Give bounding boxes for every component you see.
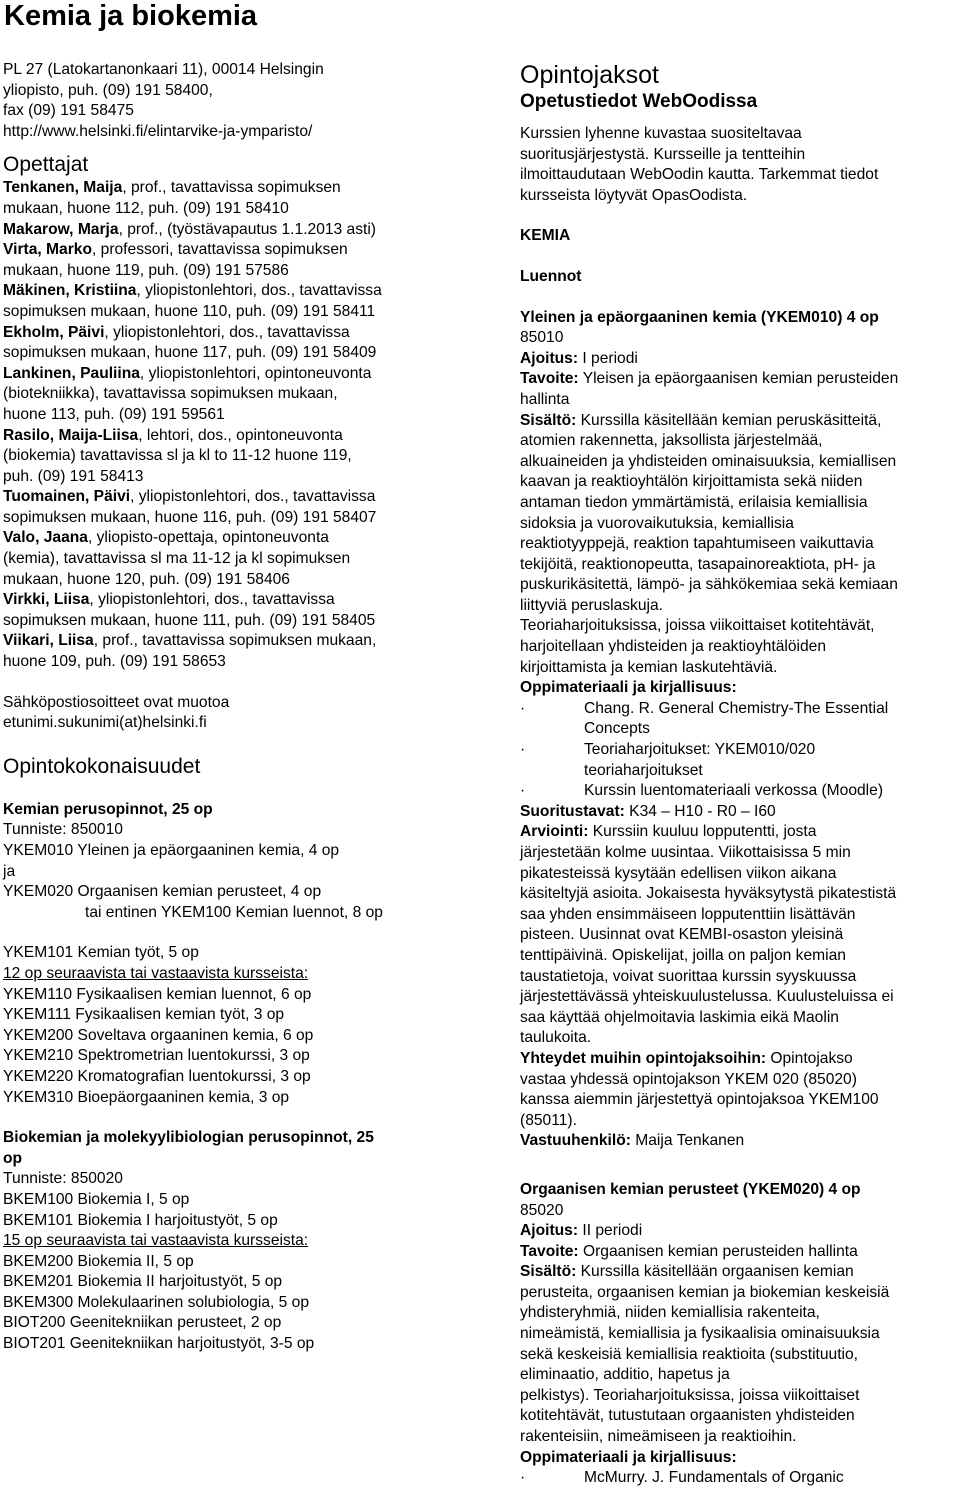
course-line: YKEM210 Spektrometrian luentokurssi, 3 op [3,1047,310,1065]
teacher-line: sopimuksen mukaan, huone 116, puh. (09) 191 58407 [3,508,377,526]
material-item [520,699,960,720]
material-list [520,1468,960,1489]
course-line: YKEM111 Fysikaalisen kemian työt, 3 op [3,1006,285,1024]
tavoite-value: Yleisen ja epäorgaanisen kemian perusteiden [578,370,899,388]
sisalto-lines [520,1283,960,1448]
teacher-line [3,528,503,549]
teachers-list [3,178,503,672]
yhteydet-lines [520,1070,960,1132]
yhteydet-value: Opintojakso [766,1049,853,1067]
course-line: YKEM220 Kromatografian luentokurssi, 3 op [3,1067,311,1085]
intro-line: kursseista löytyvät OpasOodista. [520,186,748,204]
sisalto-line: kotitehtävät, tutustutaan orgaanisten yhdisteiden [520,1407,855,1425]
teacher-line: mukaan, huone 120, puh. (09) 191 58406 [3,570,290,588]
choose-note: 12 op seuraavista tai vastaavista kursseista: [3,964,309,982]
teacher-line [3,323,503,344]
sisalto-line: puskurikäsitettä, lämpö- ja sähkökemiaa sekä kemiaan [520,576,898,594]
sisalto-line: alkuaineiden ja yhdisteiden ominaisuuksia, kemiallisen [520,452,897,470]
ajoitus-value: II periodi [578,1222,643,1240]
material-text: Teoriaharjoitukset: YKEM010/020 [584,741,816,759]
right-column [520,60,960,1489]
course-title: Yleinen ja epäorgaaninen kemia (YKEM010) 4 op [520,308,879,326]
ajoitus-value: I periodi [578,349,638,367]
teacher-line [3,631,503,652]
sisalto-line: reaktiotyyppejä, reaktion tapahtumiseen vaikuttavia [520,535,874,553]
teacher-line: sopimuksen mukaan, huone 110, puh. (09) 191 58411 [3,302,376,320]
teacher-line [3,220,503,241]
sisalto-label: Sisältö: [520,1263,577,1281]
course-line: BKEM300 Molekulaarinen solubiologia, 5 op [3,1293,310,1311]
sisalto-value: Kurssilla käsitellään orgaanisen kemian [576,1263,854,1281]
course-line: YKEM310 Bioepäorgaaninen kemia, 3 op [3,1088,290,1106]
teacher-line: huone 113, puh. (09) 191 59561 [3,405,225,423]
sisalto-line: perusteita, orgaanisen kemian ja biokemian keskeisiä [520,1283,890,1301]
tavoite-label: Tavoite: [520,1242,579,1260]
material-text: Kurssin luentomateriaali verkossa (Moodle) [584,782,884,800]
sisalto-line: antaman tiedon ymmärtämistä, erilaisia kemiallisia [520,493,868,511]
course-line: BIOT200 Geenitekniikan perusteet, 2 op [3,1314,282,1332]
vastuu-value: Maija Tenkanen [630,1132,745,1150]
teacher-line [3,240,503,261]
course-title: Orgaanisen kemian perusteet (YKEM020) 4 op [520,1180,861,1198]
sisalto-line: harjoitellaan yhdisteiden ja reaktioyhtälöiden [520,638,827,656]
arviointi-line: taustatietoja, voivat suorittaa kurssin syyskuussa [520,967,857,985]
teacher-info: , prof., (työstävapautus 1.1.2013 asti) [118,220,377,238]
material-item [520,1468,960,1489]
material-text: Concepts [584,720,650,738]
bullet-icon [520,761,584,782]
material-text: teoriaharjoitukset [584,761,703,779]
sisalto-lines [520,431,960,678]
teacher-name: Virta, Marko [3,241,92,259]
bio-course-list [3,1252,503,1355]
material-item [520,781,960,802]
sisalto-line: sekä keskeisiä kemiallisia reaktioita (substituutio, [520,1345,859,1363]
teacher-info: , prof., tavattavissa sopimuksen mukaan, [93,632,377,650]
sisalto-line: yhdisteryhmiä, niiden kemiallisia rakenteita, [520,1304,820,1322]
email-note: etunimi.sukunimi(at)helsinki.fi [3,714,207,732]
material-item [520,761,960,782]
sisalto-line: kaavan ja reaktioyhtälön kirjoittamista sekä niiden [520,473,863,491]
sisalto-line: sidoksia ja vuorovaikutuksia, kemiallisia [520,514,794,532]
teachers-heading: Opettajat [3,153,89,177]
teacher-info: , yliopistonlehtori, opintoneuvonta [139,364,372,382]
course-ykem020 [520,1180,960,1489]
arviointi-line: saa yhden ensimmäiseen lopputenttiin lisättävän [520,905,856,923]
sisalto-line: atomien rakennetta, jaksollista järjestelmää, [520,432,823,450]
teacher-info: , yliopistonlehtori, dos., tavattavissa [130,488,376,506]
sisalto-line: pelkistys). Teoriaharjoituksissa, joissa viikoittaiset [520,1386,860,1404]
sisalto-label: Sisältö: [520,411,577,429]
teacher-line: mukaan, huone 112, puh. (09) 191 58410 [3,199,289,217]
course-line: YKEM200 Soveltava orgaaninen kemia, 6 op [3,1026,314,1044]
teacher-info: , yliopistonlehtori, dos., tavattavissa [89,591,335,609]
material-label: Oppimateriaali ja kirjallisuus: [520,1448,737,1466]
kemia-module-title: Kemian perusopinnot, 25 op [3,800,213,818]
teacher-info: , professori, tavattavissa sopimuksen [91,241,348,259]
left-column [3,60,503,1355]
bullet-icon: · [520,699,526,717]
intro-line: ilmoittaudutaan WebOodin kautta. Tarkemmat tiedot [520,166,879,184]
address-line: PL 27 (Latokartanonkaari 11), 00014 Helsingin [3,61,324,78]
teacher-name: Lankinen, Pauliina [3,364,140,382]
section-kemia: KEMIA [520,227,571,245]
yhteydet-line: (85011). [520,1111,577,1129]
arviointi-line: saa käyttää ohjelmoitavia laskimia eikä Maolin [520,1008,839,1026]
sisalto-line: rakenteisiin, nimeämiseen ja reaktioihin. [520,1428,797,1446]
teacher-line: (biokemia) tavattavissa sl ja kl to 11-12 huone 119, [3,447,352,465]
sisalto-line: liittyviä peruslaskuja. [520,596,664,614]
course-line: BKEM100 Biokemia I, 5 op [3,1190,190,1208]
course-line: YKEM101 Kemian työt, 5 op [3,944,199,962]
teacher-name: Tuomainen, Päivi [3,488,131,506]
sisalto-line: eliminaatio, additio, hapetus ja [520,1366,730,1384]
ajoitus-label: Ajoitus: [520,349,579,367]
course-code: 85010 [520,329,564,347]
sisalto-line: tekijöitä, reaktionopeutta, tasapainoreaktiota, pH- ja [520,555,876,573]
sisalto-line: kirjoittamista ja kemian laskutehtäviä. [520,658,778,676]
teacher-line [3,178,503,199]
teacher-line [3,487,503,508]
page-title: Kemia ja biokemia [4,0,258,32]
teacher-info: , yliopistonlehtori, dos., tavattavissa [136,282,382,300]
teacher-line: (biotekniikka), tavattavissa sopimuksen mukaan, [3,385,338,403]
material-list [520,699,960,802]
teacher-line: (kemia), tavattavissa sl ma 11-12 ja kl sopimuksen [3,550,351,568]
teacher-line [3,281,503,302]
teacher-name: Virkki, Liisa [3,591,90,609]
sisalto-value: Kurssilla käsitellään kemian peruskäsitteitä, [576,411,882,429]
material-item [520,719,960,740]
teacher-name: Ekholm, Päivi [3,323,105,341]
teacher-name: Mäkinen, Kristiina [3,282,137,300]
yhteydet-line: vastaa yhdessä opintojakson YKEM 020 (85020) [520,1070,857,1088]
teacher-line: huone 109, puh. (09) 191 58653 [3,653,226,671]
course-line: BIOT201 Geenitekniikan harjoitustyöt, 3-5 op [3,1335,315,1353]
bio-module-code: Tunniste: 850020 [3,1170,123,1188]
arviointi-line: käsiteltyjä asioita. Jokaisesta hyväksytystä pikatestistä [520,885,897,903]
sisalto-line: Teoriaharjoituksissa, joissa viikoittaiset kotitehtävät, [520,617,875,635]
tavoite-label: Tavoite: [520,370,579,388]
arviointi-line: tenttipäivinä. Opiskelijat, joilla on paljon kemian [520,946,846,964]
bio-module-title: Biokemian ja molekyylibiologian perusopinnot, 25 [3,1129,374,1147]
bullet-icon: · [520,741,526,759]
arviointi-value: Kurssiin kuuluu lopputentti, josta [588,823,817,841]
teacher-line: mukaan, huone 119, puh. (09) 191 57586 [3,261,289,279]
teacher-name: Valo, Jaana [3,529,88,547]
course-line: BKEM200 Biokemia II, 5 op [3,1252,194,1270]
bio-module-title: op [3,1149,23,1167]
teacher-line: sopimuksen mukaan, huone 117, puh. (09) 191 58409 [3,344,377,362]
section-luennot: Luennot [520,267,582,285]
bullet-icon [520,719,584,740]
teacher-info: , lehtori, dos., opintoneuvonta [138,426,343,444]
bullet-icon: · [520,782,526,800]
material-label: Oppimateriaali ja kirjallisuus: [520,679,737,697]
teacher-name: Makarow, Marja [3,220,119,238]
material-text: McMurry. J. Fundamentals of Organic [584,1469,844,1487]
material-item [520,740,960,761]
arviointi-line: taulukoita. [520,1029,592,1047]
vastuu-label: Vastuuhenkilö: [520,1132,631,1150]
teacher-line [3,364,503,385]
material-text: Chang. R. General Chemistry-The Essential [584,699,889,717]
course-code: 85020 [520,1201,564,1219]
ajoitus-label: Ajoitus: [520,1222,579,1240]
arviointi-lines [520,843,960,1049]
suoritus-value: K34 – H10 - R0 – I60 [624,802,776,820]
course-line: YKEM020 Orgaanisen kemian perusteet, 4 op [3,883,322,901]
course-line: YKEM010 Yleinen ja epäorgaaninen kemia, 4 op [3,842,340,859]
choose-note: 15 op seuraavista tai vastaavista kursseista: [3,1232,309,1250]
arviointi-line: järjestettävässä yhteiskuulustelussa. Kuulusteluissa ei [520,988,894,1006]
teacher-line: puh. (09) 191 58413 [3,467,144,485]
modules-heading: Opintokokonaisuudet [3,754,201,778]
teacher-name: Tenkanen, Maija [3,179,123,197]
email-note: Sähköpostiosoitteet ovat muotoa [3,693,230,711]
intro-line: suoritusjärjestystä. Kursseille ja tentteihin [520,145,806,163]
course-line: ja [3,862,16,880]
address-line: fax (09) 191 58475 [3,102,134,120]
yhteydet-line: kanssa aiemmin järjestettyä opintojaksoa YKEM100 [520,1091,879,1109]
teacher-name: Viikari, Liisa [3,632,94,650]
arviointi-line: järjestetään kolme uusintaa. Viikottaisissa 5 min [520,844,851,861]
teacher-info: , yliopistonlehtori, dos., tavattavissa [104,323,350,341]
kemia-course-list [3,985,503,1109]
address-line: yliopisto, puh. (09) 191 58400, [3,81,213,99]
course-alt-line: tai entinen YKEM100 Kemian luennot, 8 op [85,903,383,921]
arviointi-label: Arviointi: [520,823,589,841]
teacher-info: , yliopisto-opettaja, opintoneuvonta [87,529,329,547]
course-line: BKEM101 Biokemia I harjoitustyöt, 5 op [3,1211,278,1229]
tavoite-value: Orgaanisen kemian perusteiden hallinta [578,1242,858,1260]
sisalto-line: nimeämistä, kemiallisia ja fysikaalisia ominaisuuksia [520,1325,880,1343]
teacher-line [3,590,503,611]
teacher-line [3,426,503,447]
courses-subheading: Opetustiedot WebOodissa [520,91,758,112]
intro-line: Kurssien lyhenne kuvastaa suositeltavaa [520,125,802,142]
course-line: BKEM201 Biokemia II harjoitustyöt, 5 op [3,1273,283,1291]
teacher-info: , prof., tavattavissa sopimuksen [122,179,341,197]
website-link[interactable]: http://www.helsinki.fi/elintarvike-ja-ymparisto/ [3,122,313,140]
kemia-module-code: Tunniste: 850010 [3,821,123,839]
yhteydet-label: Yhteydet muihin opintojaksoihin: [520,1049,767,1067]
arviointi-line: pisteen. Uusinnat ovat KEMBI-osaston yleisinä [520,926,844,944]
address-block [3,60,503,142]
suoritus-label: Suoritustavat: [520,802,625,820]
teacher-name: Rasilo, Maija-Liisa [3,426,139,444]
course-line: YKEM110 Fysikaalisen kemian luennot, 6 op [3,985,312,1003]
arviointi-line: pikatesteissä kysytään edellisen viikon aikana [520,864,837,882]
bullet-icon: · [520,1469,526,1487]
courses-heading: Opintojaksot [520,61,659,89]
course-ykem010 [520,308,960,1152]
tavoite-value: hallinta [520,390,570,408]
teacher-line: sopimuksen mukaan, huone 111, puh. (09) 191 58405 [3,611,376,629]
